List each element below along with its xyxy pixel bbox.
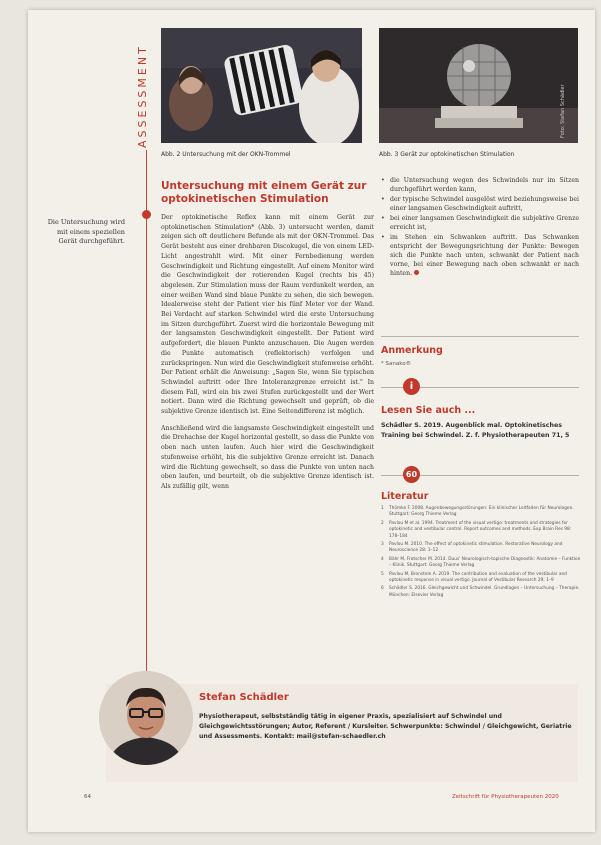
literature-icon: 60 (403, 466, 420, 483)
criteria-item: • im Stehen ein Schwanken auftritt. Das Schwanken entspricht der Bewegungsrichtung der Punkte: Bewegen sich die Punkte nach unten, schwankt der Patient nach vorne, bei einer Bewegung nach oben schwankt er nach hinten. (381, 233, 579, 278)
article-paragraph-2: Anschließend wird die langsamste Geschwindigkeit eingestellt und die Drehachse der Kugel horizontal gestellt, so dass die Punkte von oben nach unten laufen. Auch hier wird die Geschwindigkeit stufenweise erhöht, bis die subjektive Grenze erreicht ist. Danach wird die Richtung gewechselt, so dass die Punkte von unten nach oben laufen, und beurteilt, ob die subjektive Grenze identisch ist. Als zufällig gilt, wenn (161, 424, 374, 490)
lesen-reference: Schädler S. 2019. Augenblick mal. Optokinetisches Training bei Schwindel. Z. f. Physiotherapeuten 71, 5 (381, 422, 570, 439)
margin-note: Die Untersuchung wird mit einem speziellen Gerät durchgeführt. (47, 218, 125, 245)
info-icon: i (403, 378, 420, 395)
okn-drum-photo (161, 28, 362, 143)
article-body (161, 213, 374, 499)
article-paragraph-1: Der optokinetische Reflex kann mit einem Gerät zur optokinetischen Stimulation* (Abb. 3) untersucht werden, damit zeigen sich oft deutlichere Befunde als mit der OKN-Trommel. Das Gerät besteht aus einer drehbaren Discokugel, die von einem LED-Licht angestrahlt wird. Mit einer Fernbedienung werden Geschwindigkeit und Richtung eingestellt. Auf einem Monitor wird die Geschwindigkeit der rotierenden Kugel (rechts bis 45) abgelesen. Zur Stimulation muss der Raum verdunkelt werden, an einer weißen Wand sind blaue Punkte zu sehen, die sich bewegen. Idealerweise steht der Patient vier bis fünf Meter vor der Wand. Bei Verdacht auf starken Schwindel wird die erste Untersuchung im Sitzen durchgeführt. Zuerst wird die horizontale Bewegung mit der langsamsten Geschwindigkeit eingestellt. Der Patient wird aufgefordert, die blauen Punkte anzuschauen. Die Augen werden die Punkte automatisch (reflektorisch) verfolgen und zurückspringen. Nun wird die Geschwindigkeit stufenweise erhöht. Der Patient erhält die Anweisung: „Sagen Sie, wenn Sie typischen Schwindel auftritt oder Ihre Intoleranzgrenze erreicht ist." In diesem Fall, wird ein bis zwei Stufen zurückgestellt und der Wert notiert. Dann wird die Richtung gewechselt und geprüft, ob die subjektive Grenze identisch ist. Eine Seitendifferenz ist möglich. (161, 214, 374, 416)
literature-list (381, 506, 581, 601)
anmerkung-heading: Anmerkung (381, 345, 443, 356)
literatur-heading: Literatur (381, 491, 429, 502)
figure-3-caption: Abb. 3 Gerät zur optokinetischen Stimulation (379, 151, 515, 158)
divider (381, 336, 579, 337)
article-heading: Untersuchung mit einem Gerät zur optokinetischen Stimulation (161, 180, 367, 205)
page-number: 64 (84, 794, 91, 800)
author-avatar (99, 671, 193, 765)
svg-text:Foto: Stefan Schädler: Foto: Stefan Schädler (560, 84, 566, 138)
criteria-item: • die Untersuchung wegen des Schwindels nur im Sitzen durchgeführt werden kann, (381, 176, 579, 194)
anmerkung-text: * Sanako® (381, 361, 412, 367)
literature-item: 6 Schädler S. 2016. Gleichgewicht und Schwindel. Grundlagen – Untersuchung – Therapie. München: Elsevier Verlag (381, 586, 580, 598)
literature-item: 1 Thömke F. 2008. Augenbewegungsstörungen: Ein klinischer Leitfaden für Neurologen. Stuttgart: Georg Thieme Verlag (381, 506, 574, 518)
author-bio: Physiotherapeut, selbstständig tätig in eigener Praxis, spezialisiert auf Schwindel und Gleichgewichtsstörungen; Autor, Referent / Kursleiter. Schwerpunkte: Schwindel / Gleichgewicht, Geriatrie und Assessments. Kontakt: mail@stefan-schaedler.ch (199, 713, 572, 740)
journal-footer: Zeitschrift für Physiotherapeuten 2020 (452, 794, 559, 800)
literature-item: 5 Pavlou M, Bronstein A. 2019. The contribution and evaluation of the vestibular and optokinetic response in visual vertigo. Journal of Vestibular Research 29: 1–9 (381, 571, 567, 584)
literature-item: 2 Pavlou M et al. 1994. Treatment of the visual vertigo: treatments and strategies for optokinetic and vestibular control. Report outcomes and methods. Exp Brain Res 98: 178–184 (381, 520, 572, 539)
section-marker-dot (142, 210, 151, 219)
criteria-item: • bei einer langsamen Geschwindigkeit die subjektive Grenze erreicht ist, (381, 214, 579, 232)
literature-item: 3 Pavlou M. 2010. The effect of optokinetic stimulation. Restorative Neurology and Neuroscience 28: 1–12 (381, 542, 563, 554)
disco-ball-device-photo (379, 28, 578, 143)
criteria-item: • der typische Schwindel ausgelöst wird beziehungsweise bei einer langsamen Geschwindigkeit auftritt, (381, 195, 579, 213)
end-mark-icon (414, 270, 419, 275)
lesen-heading: Lesen Sie auch ... (381, 405, 476, 416)
author-name: Stefan Schädler (199, 692, 289, 703)
criteria-list (381, 176, 579, 279)
literature-item: 4 Bähr M, Frotscher M. 2014. Duus' Neurologisch-topische Diagnostik: Anatomie – Funktion – Klinik. Stuttgart: Georg Thieme Verlag (381, 556, 581, 569)
figure-2-caption: Abb. 2 Untersuchung mit der OKN-Trommel (161, 151, 291, 158)
section-label: ASSESSMENT (136, 44, 149, 148)
